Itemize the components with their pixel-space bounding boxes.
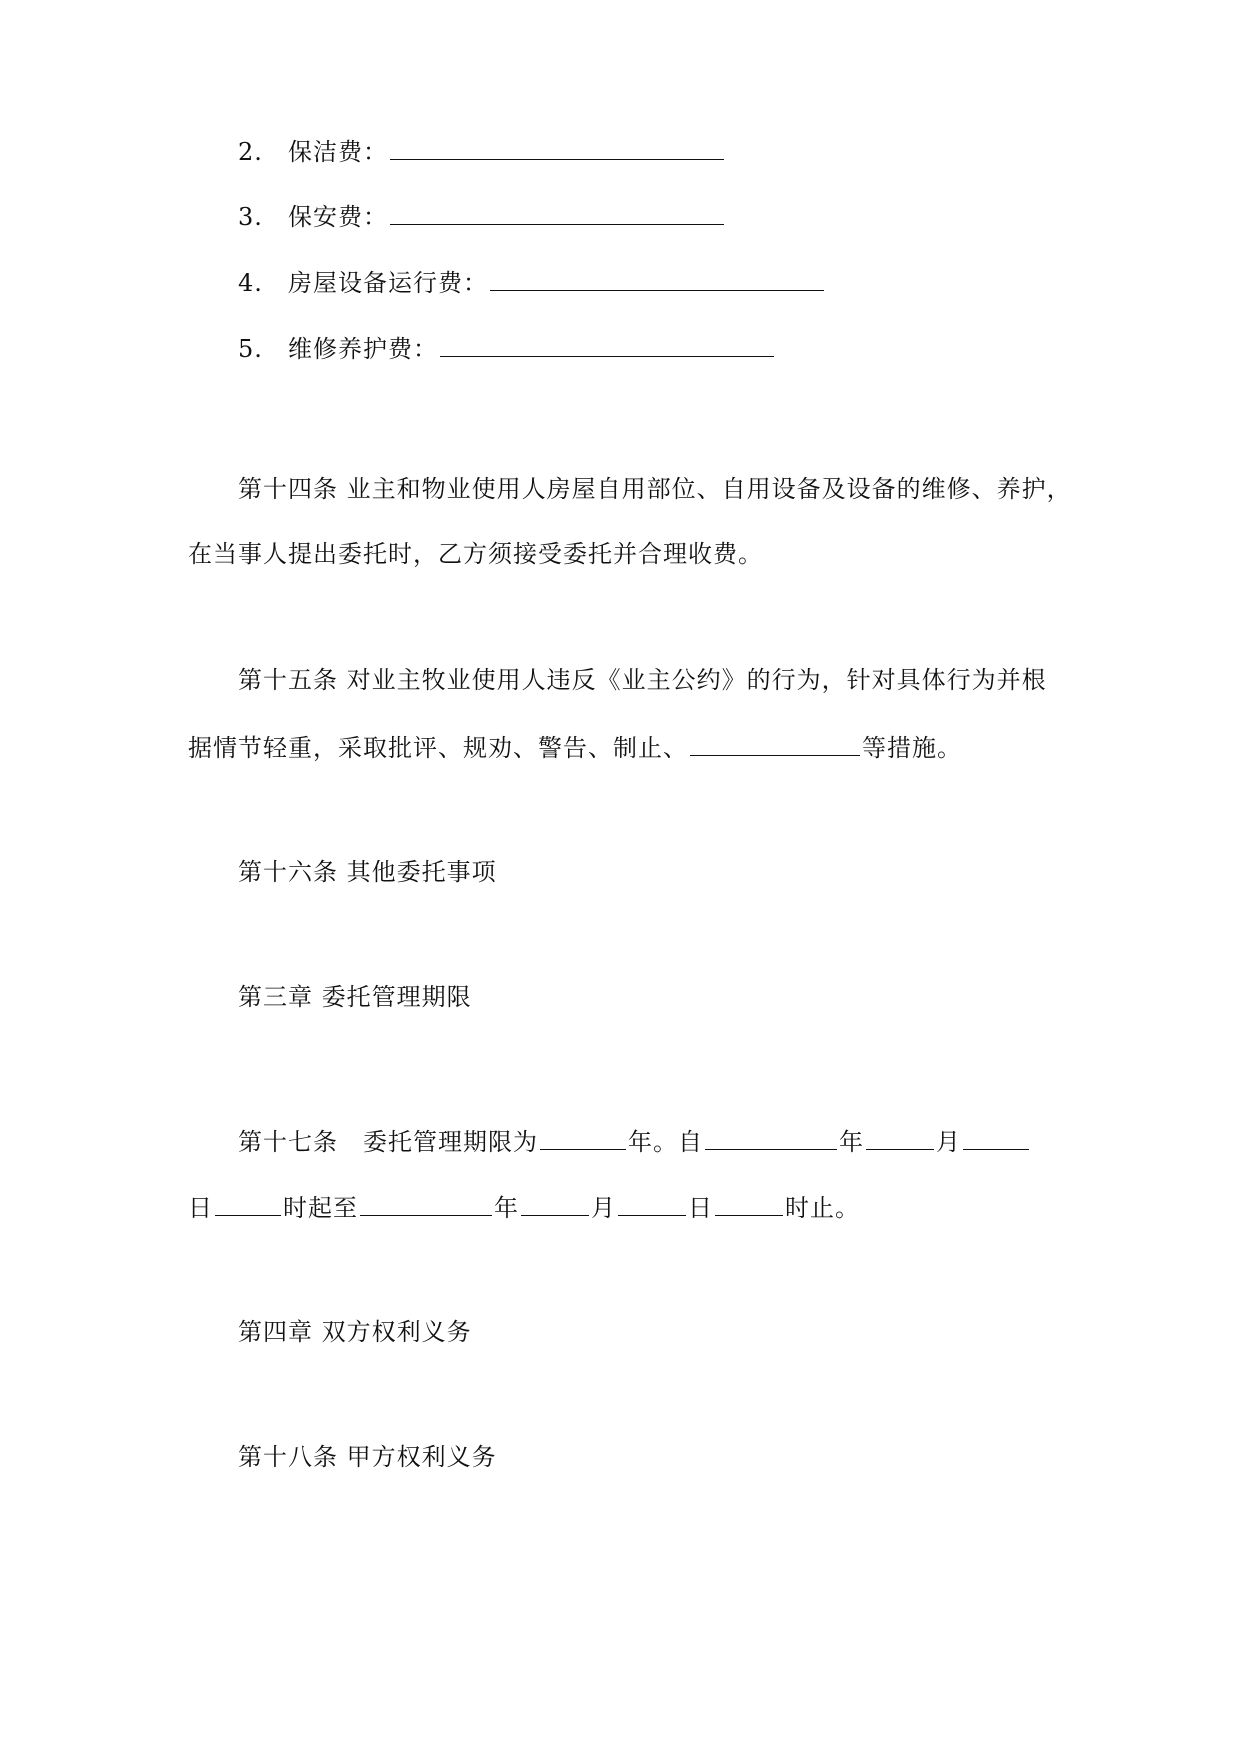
fee-item-equipment bbox=[238, 264, 826, 300]
term-years-blank[interactable] bbox=[540, 1123, 626, 1150]
article-15-line-2 bbox=[188, 729, 962, 765]
start-month-blank[interactable] bbox=[866, 1123, 934, 1150]
article-17-text: 年 bbox=[494, 1194, 519, 1222]
article-17-text: 年 bbox=[839, 1128, 864, 1156]
start-day-blank[interactable] bbox=[963, 1123, 1029, 1150]
end-hour-blank[interactable] bbox=[715, 1189, 783, 1216]
article-15-text: 据情节轻重，采取批评、规劝、警告、制止、 bbox=[188, 734, 688, 762]
fee-blank[interactable] bbox=[440, 330, 774, 357]
fee-number: 4. bbox=[238, 269, 263, 297]
end-year-blank[interactable] bbox=[360, 1189, 492, 1216]
fee-number: 2. bbox=[238, 138, 263, 166]
article-15-line-1: 第十五条 对业主牧业使用人违反《业主公约》的行为，针对具体行为并根 bbox=[238, 666, 1047, 694]
fee-blank[interactable] bbox=[390, 133, 724, 160]
article-17-text: 月 bbox=[936, 1128, 961, 1156]
article-17-text: 月 bbox=[591, 1194, 616, 1222]
article-17-text: 时止。 bbox=[785, 1194, 860, 1222]
fee-blank[interactable] bbox=[390, 198, 724, 225]
measures-blank[interactable] bbox=[690, 729, 860, 756]
article-15-text-end: 等措施。 bbox=[862, 734, 962, 762]
fee-label: 房屋设备运行费： bbox=[288, 269, 488, 297]
fee-number: 3. bbox=[238, 203, 263, 231]
article-17-text: 第十七条 委托管理期限为 bbox=[238, 1128, 538, 1156]
article-17-text: 年。自 bbox=[628, 1128, 703, 1156]
chapter-4-heading: 第四章 双方权利义务 bbox=[238, 1318, 472, 1346]
article-17-line-2 bbox=[188, 1189, 860, 1225]
article-14-line-1: 第十四条 业主和物业使用人房屋自用部位、自用设备及设备的维修、养护， bbox=[238, 475, 1072, 503]
fee-number: 5. bbox=[238, 335, 263, 363]
end-day-blank[interactable] bbox=[618, 1189, 686, 1216]
fee-item-maintenance bbox=[238, 330, 776, 366]
article-17-text: 日 bbox=[688, 1194, 713, 1222]
fee-label: 维修养护费： bbox=[288, 335, 438, 363]
fee-item-cleaning bbox=[238, 133, 726, 169]
fee-label: 保安费： bbox=[288, 203, 388, 231]
fee-blank[interactable] bbox=[490, 264, 824, 291]
article-17-line-1 bbox=[238, 1123, 1031, 1159]
article-17-text: 日 bbox=[188, 1194, 213, 1222]
chapter-3-heading: 第三章 委托管理期限 bbox=[238, 983, 472, 1011]
fee-item-security bbox=[238, 198, 726, 234]
fee-label: 保洁费： bbox=[288, 138, 388, 166]
start-hour-blank[interactable] bbox=[215, 1189, 281, 1216]
article-16-heading: 第十六条 其他委托事项 bbox=[238, 858, 497, 886]
start-year-blank[interactable] bbox=[705, 1123, 837, 1150]
end-month-blank[interactable] bbox=[521, 1189, 589, 1216]
article-17-text: 时起至 bbox=[283, 1194, 358, 1222]
article-18-heading: 第十八条 甲方权利义务 bbox=[238, 1443, 497, 1471]
article-14-line-2: 在当事人提出委托时，乙方须接受委托并合理收费。 bbox=[188, 540, 763, 568]
